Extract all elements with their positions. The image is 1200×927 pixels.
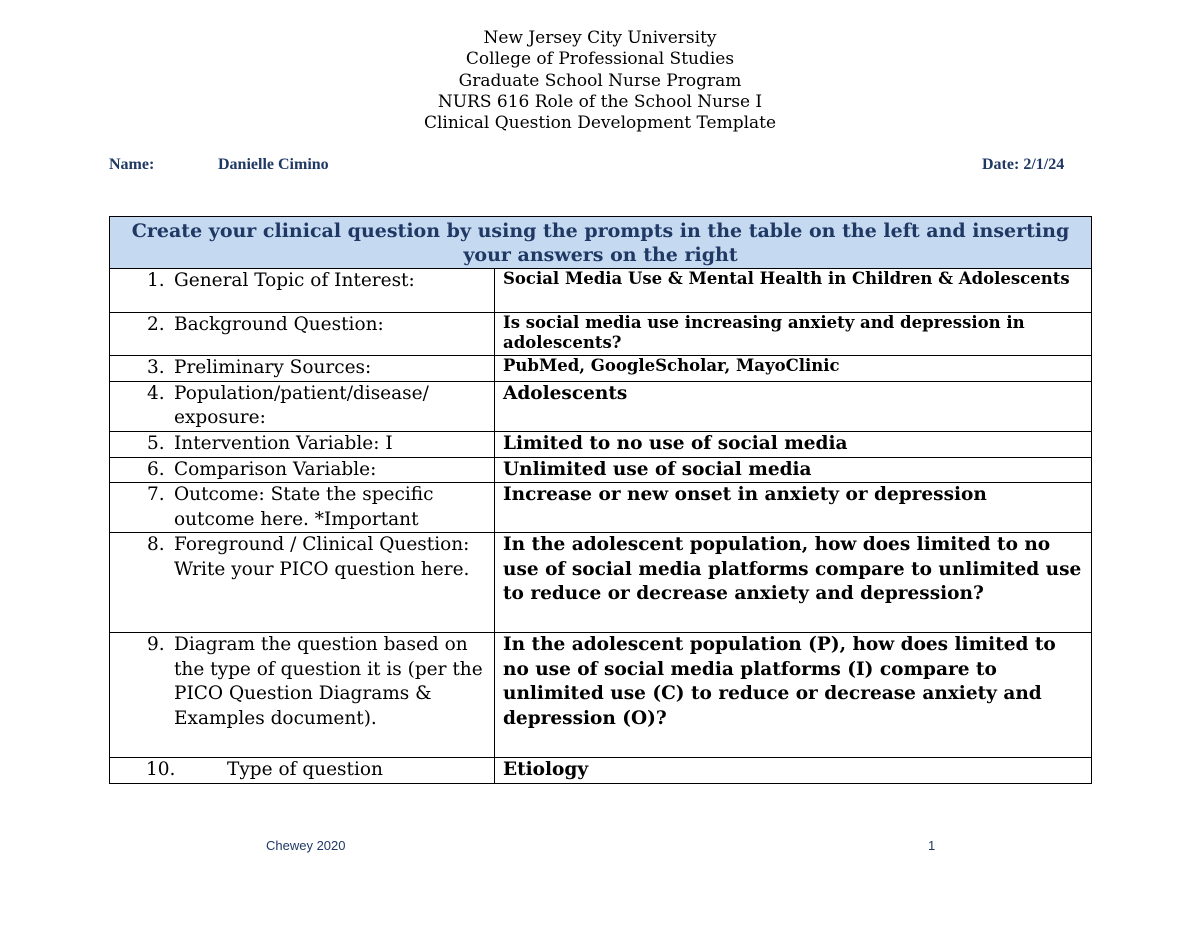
row-answer: Adolescents	[495, 381, 1092, 431]
clinical-question-table	[109, 216, 1092, 784]
row-prompt: Population/patient/disease/ exposure:	[174, 382, 429, 428]
row-answer: In the adolescent population, how does limited to no use of social media platforms compare to unlimited use to reduce or decrease anxiety and depression?	[495, 533, 1092, 633]
row-answer: Etiology	[495, 758, 1092, 784]
row-number: 8.	[147, 534, 165, 555]
table-row	[110, 633, 1092, 758]
row-answer: In the adolescent population (P), how does limited to no use of social media platforms (I) compare to unlimited use (C) to reduce or decrease anxiety and depression (O)?	[495, 633, 1092, 758]
row-prompt: Preliminary Sources:	[174, 357, 372, 378]
table-row	[110, 381, 1092, 431]
row-prompt: Foreground / Clinical Question: Write your PICO question here.	[174, 534, 470, 580]
table-title: Create your clinical question by using the prompts in the table on the left and inserting your answers on the right	[110, 217, 1092, 269]
row-number: 2.	[147, 314, 165, 335]
row-prompt: General Topic of Interest:	[174, 270, 415, 291]
row-prompt: Type of question	[227, 759, 383, 780]
row-answer: Limited to no use of social media	[495, 431, 1092, 457]
table-row	[110, 356, 1092, 382]
row-answer: Social Media Use & Mental Health in Children & Adolescents	[495, 269, 1092, 313]
row-answer: PubMed, GoogleScholar, MayoClinic	[495, 356, 1092, 382]
row-prompt: Diagram the question based on the type of question it is (per the PICO Question Diagrams & Examples document).	[174, 634, 483, 729]
row-number: 3.	[147, 357, 165, 378]
row-number: 10.	[146, 759, 176, 780]
table-row	[110, 483, 1092, 533]
table-title-row	[110, 217, 1092, 269]
row-answer: Unlimited use of social media	[495, 457, 1092, 483]
table-row	[110, 457, 1092, 483]
header-program: Graduate School Nurse Program	[458, 70, 742, 91]
page-number: 1	[928, 838, 936, 853]
table-row	[110, 758, 1092, 784]
table-row	[110, 269, 1092, 313]
name-label: Name:	[109, 156, 155, 173]
table-row	[110, 431, 1092, 457]
row-prompt: Outcome: State the specific outcome here. *Important	[174, 484, 434, 530]
header-college: College of Professional Studies	[465, 49, 735, 70]
row-answer: Is social media use increasing anxiety and depression in adolescents?	[495, 313, 1092, 356]
row-number: 7.	[147, 484, 165, 505]
footer-credit: Chewey 2020	[266, 838, 346, 853]
name-value: Danielle Cimino	[218, 156, 329, 173]
row-prompt: Background Question:	[174, 314, 384, 335]
header-template-title: Clinical Question Development Template	[423, 113, 777, 134]
row-prompt: Intervention Variable: I	[174, 432, 393, 454]
row-answer: Increase or new onset in anxiety or depression	[495, 483, 1092, 533]
row-number: 9.	[147, 634, 165, 655]
document-header	[0, 28, 1200, 134]
date-value: Date: 2/1/24	[982, 156, 1065, 173]
row-prompt: Comparison Variable:	[174, 458, 377, 480]
table-row	[110, 313, 1092, 356]
row-number: 1.	[147, 270, 165, 291]
header-course: NURS 616 Role of the School Nurse I	[437, 91, 763, 112]
row-number: 5.	[147, 432, 165, 454]
header-university: New Jersey City University	[483, 28, 717, 48]
row-number: 6.	[147, 458, 165, 480]
row-number: 4.	[147, 382, 165, 404]
table-row	[110, 533, 1092, 633]
